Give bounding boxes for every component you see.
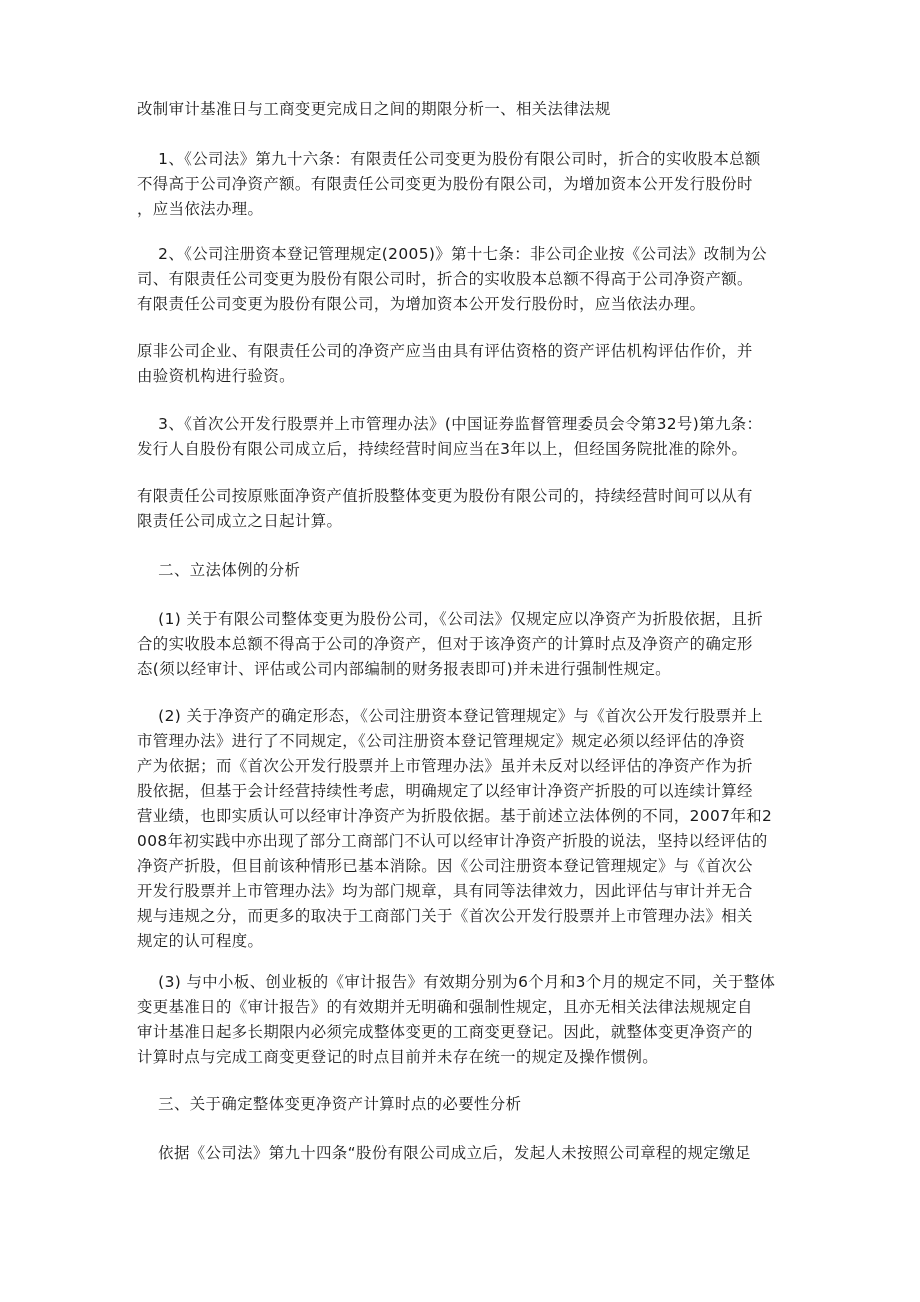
- section-heading-3: 三、关于确定整体变更净资产计算时点的必要性分析: [137, 1095, 522, 1113]
- document-heading: 改制审计基准日与工商变更完成日之间的期限分析一、相关法律法规: [137, 100, 611, 118]
- paragraph-7: (2) 关于净资产的确定形态，《公司注册资本登记管理规定》与《首次公开发行股票并上 市管理办法》进行了不同规定，《公司注册资本登记管理规定》规定必须以经评估的净资 产为依据；而《首次公开发行股票并上市管理办法》虽并未反对以经评估的净资产作为折 股依据，但基于会计经营持续性考虑，明确规定了以经审计净资产折股的可以连续计算经 营业绩，也即实质认可以经审计净资产为折股依据。基于前述立法体例的不同，2007年和2 008年初实践中亦出现了部分工商部门不认可以经审计净资产折股的说法，坚持以经评估的 净资产折股，但目前该种情形已基本消除。因《公司注册资本登记管理规定》与《首次公 开发行股票并上市管理办法》均为部门规章，具有同等法律效力，因此评估与审计并无合 规与违规之分，而更多的取决于工商部门关于《首次公开发行股票并上市管理办法》相关 规定的认可程度。: [137, 707, 773, 950]
- paragraph-1: 1、《公司法》第九十六条：有限责任公司变更为股份有限公司时，折合的实收股本总额 不得高于公司净资产额。有限责任公司变更为股份有限公司，为增加资本公开发行股份时 ，应当依法办理。: [137, 150, 761, 218]
- paragraph-3: 原非公司企业、有限责任公司的净资产应当由具有评估资格的资产评估机构评估作价，并 由验资机构进行验资。: [137, 342, 753, 385]
- paragraph-8: (3) 与中小板、创业板的《审计报告》有效期分别为6个月和3个月的规定不同，关于整体 变更基准日的《审计报告》的有效期并无明确和强制性规定，且亦无相关法律法规规定自 审计基准日起多长期限内必须完成整体变更的工商变更登记。因此，就整体变更净资产的 计算时点与完成工商变更登记的时点目前并未存在统一的规定及操作惯例。: [137, 973, 776, 1066]
- paragraph-4: 3、《首次公开发行股票并上市管理办法》(中国证券监督管理委员会令第32号)第九条： 发行人自股份有限公司成立后，持续经营时间应当在3年以上，但经国务院批准的除外。: [137, 415, 763, 458]
- section-heading-2: 二、立法体例的分析: [137, 561, 301, 579]
- paragraph-6: (1) 关于有限公司整体变更为股份公司，《公司法》仅规定应以净资产为折股依据，且折 合的实收股本总额不得高于公司的净资产，但对于该净资产的计算时点及净资产的确定形 态(须以经审计、评估或公司内部编制的财务报表即可)并未进行强制性规定。: [137, 610, 764, 678]
- paragraph-2: 2、《公司注册资本登记管理规定(2005)》第十七条：非公司企业按《公司法》改制为公 司、有限责任公司变更为股份有限公司时，折合的实收股本总额不得高于公司净资产额。 有限责任公司变更为股份有限公司，为增加资本公开发行股份时，应当依法办理。: [137, 245, 767, 313]
- paragraph-5: 有限责任公司按原账面净资产值折股整体变更为股份有限公司的，持续经营时间可以从有 限责任公司成立之日起计算。: [137, 487, 753, 530]
- paragraph-9: 依据《公司法》第九十四条“股份有限公司成立后，发起人未按照公司章程的规定缴足: [137, 1144, 751, 1162]
